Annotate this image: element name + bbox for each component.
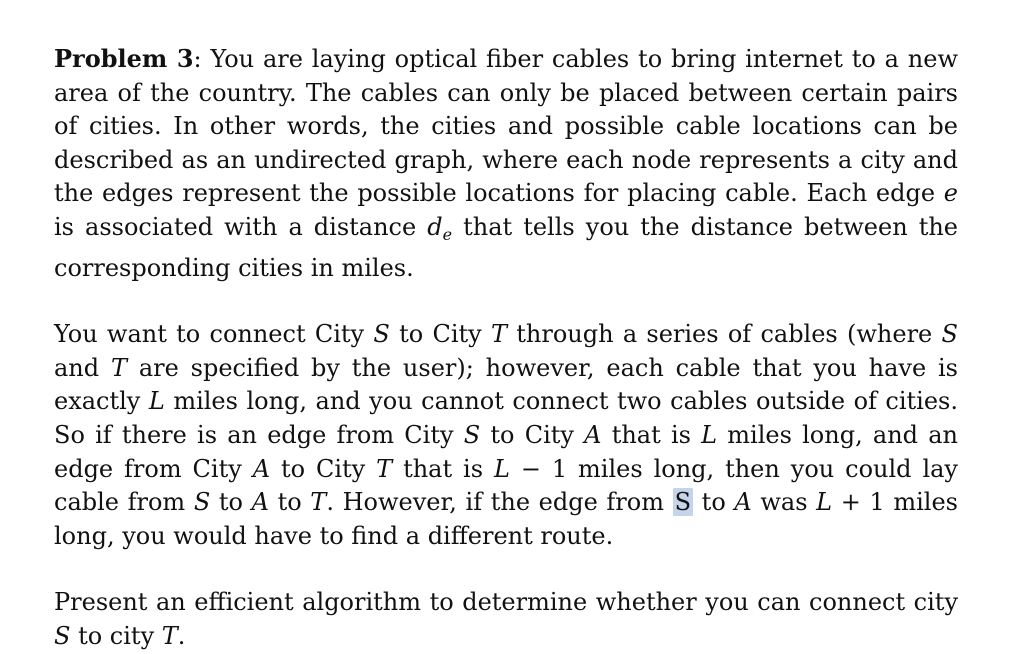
text-run: miles long, and an edge from City: [54, 420, 958, 483]
math-variable: A: [252, 454, 271, 483]
text-run: − 1 miles long, then you could lay cable from: [54, 454, 958, 517]
text-run: that is: [392, 454, 494, 483]
text-run: . However, if the edge from: [326, 488, 673, 517]
math-variable: L: [816, 488, 833, 517]
math-variable: T: [310, 488, 327, 517]
math-variable: e: [943, 179, 958, 208]
math-variable: d: [427, 212, 443, 241]
math-variable: A: [251, 488, 269, 517]
problem-heading: Problem 3: [54, 44, 194, 73]
text-run: to: [210, 488, 252, 517]
text-run: + 1 miles long, you would have to find a different route.: [54, 488, 958, 550]
text-run: .: [177, 621, 186, 650]
math-variable: S: [54, 621, 71, 650]
text-run: to City: [270, 454, 377, 483]
text-run: to: [693, 488, 735, 517]
math-variable: A: [584, 420, 602, 449]
math-variable: S: [193, 488, 211, 517]
problem-paragraph-2: [54, 318, 958, 553]
math-variable: S: [463, 420, 481, 449]
text-run: to city: [70, 621, 162, 650]
math-variable: A: [734, 488, 752, 517]
problem-text: [54, 42, 958, 654]
math-variable: T: [376, 454, 393, 483]
math-variable: L: [493, 454, 510, 483]
selected-text-highlight[interactable]: S: [674, 488, 692, 517]
text-run: through a series of cables (where: [506, 320, 942, 349]
text-run: are specified by the user); however, each cable that you have is exactly: [54, 353, 958, 416]
math-variable: L: [701, 420, 718, 449]
text-run: You want to connect City: [54, 320, 374, 349]
math-variable: T: [110, 353, 127, 382]
text-run: to City: [480, 420, 585, 449]
text-run: is associated with a distance: [54, 212, 428, 241]
text-run: that is: [601, 420, 702, 449]
math-variable: T: [490, 320, 507, 349]
math-subscript: e: [442, 224, 453, 244]
text-run: Present an efficient algorithm to determine whether you can connect city: [54, 588, 958, 617]
problem-paragraph-1: [54, 42, 958, 285]
text-run: to City: [389, 320, 491, 349]
math-variable: T: [161, 621, 178, 650]
text-run: that tells you the distance between the corresponding cities in miles.: [54, 212, 958, 282]
text-run: miles long, and you cannot connect two cables outside of cities. So if there is an edge from City: [54, 387, 958, 449]
text-run: to: [268, 488, 311, 517]
text-run: and: [54, 353, 111, 382]
text-run: was: [751, 488, 817, 517]
problem-paragraph-3: [54, 586, 958, 653]
math-variable: S: [373, 320, 390, 349]
math-variable: L: [148, 387, 165, 416]
math-variable: S: [941, 320, 958, 349]
text-run: : You are laying optical fiber cables to bring internet to a new area of the country. The cables can only be placed between certain pairs of cities. In other words, the cities and possible cable locations can be described as an undirected graph, where each node represents a city and the edges represent the possible locations for placing cable. Each edge: [54, 45, 958, 208]
